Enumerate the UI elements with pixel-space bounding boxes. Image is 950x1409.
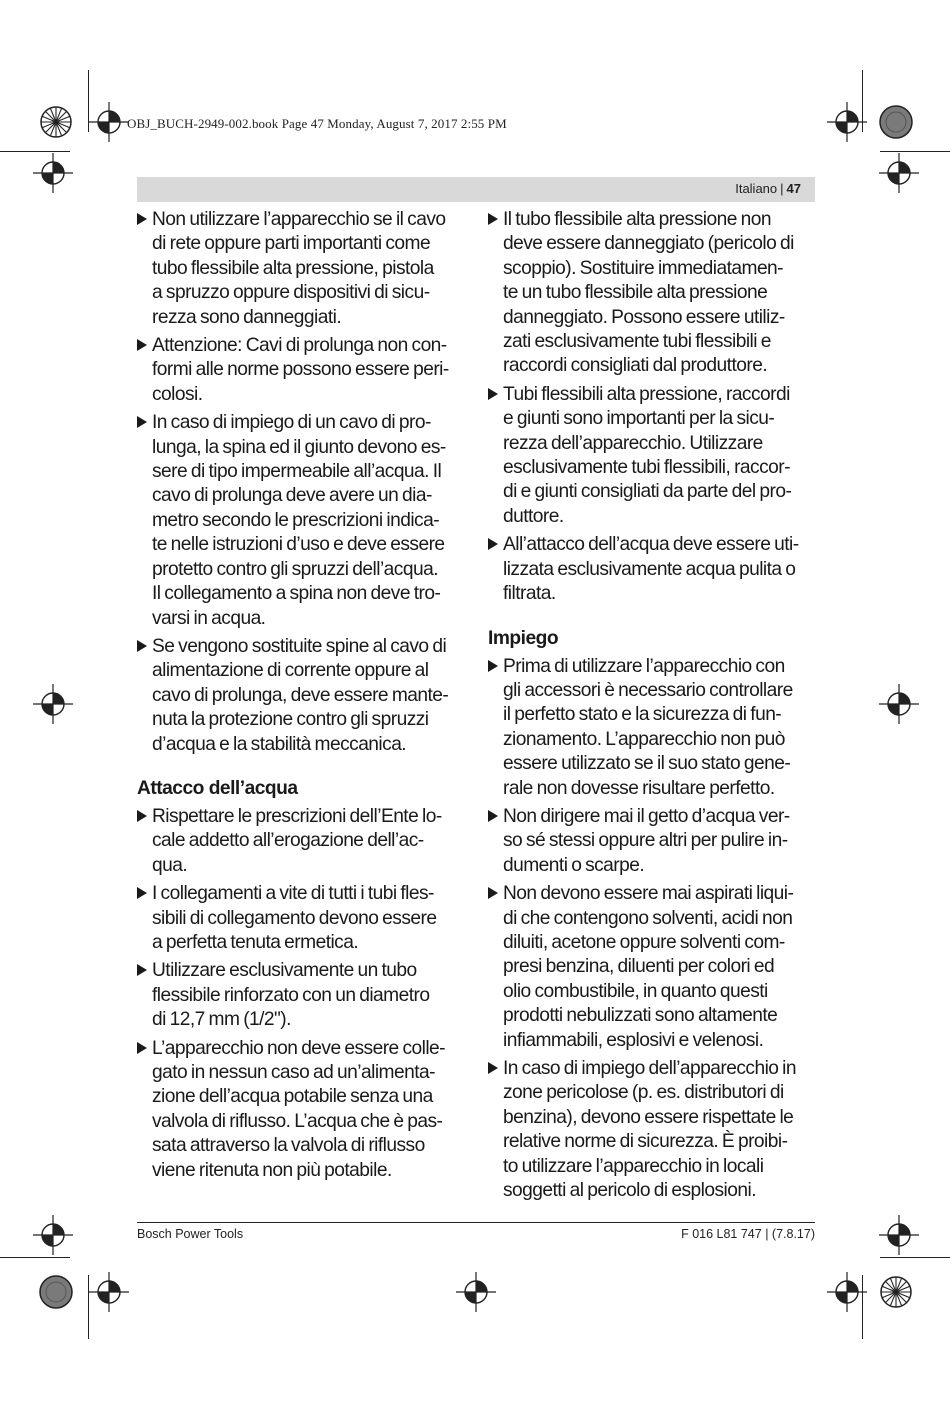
bullet-item (137, 805, 467, 878)
bullet-item (137, 882, 467, 955)
bullet-triangle-icon (488, 887, 498, 899)
bullet-item (488, 533, 818, 606)
text-line: relative norme di sicurezza. È proibi- (503, 1131, 788, 1153)
left-column (137, 208, 467, 1187)
text-line: Tubi flessibili alta pressione, raccordi (503, 383, 790, 405)
text-line: raccordi consigliati dal produttore. (503, 355, 768, 377)
text-line: zionamento. L’apparecchio non può (503, 728, 785, 750)
text-line: e giunti sono importanti per la sicu- (503, 408, 775, 430)
section-name: Italiano (735, 181, 778, 196)
bullet-triangle-icon (488, 1062, 498, 1074)
section-heading-impiego: Impiego (488, 627, 559, 649)
text-line: Il collegamento a spina non deve tro- (152, 583, 441, 605)
text-line: rale non dovesse risultare perfetto. (503, 777, 775, 799)
bullet-item (137, 411, 467, 631)
text-line: gato in nessun caso ad un’alimenta- (152, 1062, 435, 1083)
text-line: scoppio). Sostituire immediatamen- (503, 257, 784, 279)
text-line: Il tubo flessibile alta pressione non (503, 209, 771, 230)
bullet-item (488, 1057, 818, 1203)
text-line: formi alle norme possono essere peri- (152, 359, 449, 381)
section-heading-attacco: Attacco dell’acqua (137, 777, 298, 799)
text-line: sata attraverso la valvola di riflusso (152, 1135, 425, 1157)
text-line: te un tubo flessibile alta pressione (503, 282, 768, 304)
header-separator: | (780, 181, 784, 196)
text-line: esclusivamente tubi flessibili, raccor- (503, 457, 790, 479)
text-line: prodotti nebulizzati sono altamente (503, 1005, 778, 1027)
text-line: di rete oppure parti importanti come (152, 233, 431, 255)
bullet-item (488, 882, 818, 1053)
registration-sunburst-icon (34, 100, 78, 144)
text-line: rezza dell’apparecchio. Utilizzare (503, 432, 763, 454)
text-line: I collegamenti a vite di tutti i tubi fles- (152, 883, 434, 905)
bullet-triangle-icon (488, 388, 498, 400)
text-line: alimentazione di corrente oppure al (152, 660, 429, 682)
text-line: essere utilizzato se il suo stato gene- (503, 753, 791, 775)
footer-doc-number: F 016 L81 747 | (7.8.17) (681, 1227, 815, 1241)
registration-crosshair-icon (87, 1270, 131, 1314)
text-line: a spruzzo oppure dispositivi di sicu- (152, 282, 430, 304)
registration-crosshair-icon (87, 100, 131, 144)
text-line: rezza sono danneggiati. (152, 306, 342, 328)
bullet-triangle-icon (488, 810, 498, 822)
text-line: te nelle istruzioni d’uso e deve essere (152, 534, 445, 556)
text-line: nuta la protezione contro gli spruzzi (152, 709, 429, 731)
text-line: cavo di prolunga deve avere un dia- (152, 485, 432, 507)
bullet-item (137, 959, 467, 1032)
text-line: In caso di impiego dell’apparecchio in (503, 1058, 797, 1079)
bullet-item (137, 208, 467, 330)
registration-crosshair-icon (877, 682, 921, 726)
text-line: gli accessori è necessario controllare (503, 679, 793, 701)
right-items-top (488, 208, 818, 607)
text-line: zione dell’acqua potabile senza una (152, 1086, 433, 1108)
text-line: benzina), devono essere rispettate le (503, 1106, 794, 1128)
text-line: flessibile rinforzato con un diametro (152, 984, 430, 1006)
text-line: olio combustibile, in quanto questi (503, 980, 768, 1002)
text-line: Rispettare le prescrizioni dell’Ente lo- (152, 805, 442, 827)
text-line: Non utilizzare l’apparecchio se il cavo (152, 209, 446, 230)
text-line: danneggiato. Possono essere utiliz- (503, 306, 785, 328)
registration-crosshair-icon (825, 1270, 869, 1314)
text-line: protetto contro gli spruzzi dell’acqua. (152, 558, 438, 580)
bullet-item (137, 334, 467, 407)
text-line: qua. (152, 854, 188, 876)
text-line: All’attacco dell’acqua deve essere uti- (503, 534, 799, 556)
bullet-triangle-icon (137, 416, 147, 428)
bullet-item (488, 383, 818, 529)
text-line: deve essere danneggiato (pericolo di (503, 233, 794, 255)
left-items-bottom (137, 805, 467, 1183)
bullet-item (488, 655, 818, 801)
text-line: L’apparecchio non deve essere colle- (152, 1037, 445, 1059)
text-line: a perfetta tenuta ermetica. (152, 931, 359, 953)
bullet-item (488, 208, 818, 379)
text-line: soggetti al pericolo di esplosioni. (503, 1180, 757, 1202)
bullet-item (488, 805, 818, 878)
registration-gray-disc-icon (874, 100, 918, 144)
book-header: OBJ_BUCH-2949-002.book Page 47 Monday, August 7, 2017 2:55 PM (127, 116, 507, 131)
crop-mark (880, 1257, 950, 1258)
footer-rule (137, 1222, 815, 1223)
text-line: In caso di impiego di un cavo di pro- (152, 412, 431, 434)
bullet-item (137, 1037, 467, 1183)
text-line: infiammabili, esplosivi e velenosi. (503, 1029, 764, 1051)
bullet-triangle-icon (488, 213, 498, 225)
registration-crosshair-icon (454, 1270, 498, 1314)
text-line: di 12,7 mm (1/2"). (152, 1009, 291, 1031)
text-line: presi benzina, diluenti per colori ed (503, 956, 775, 978)
bullet-triangle-icon (488, 538, 498, 550)
bullet-triangle-icon (137, 1042, 147, 1054)
text-line: filtrata. (503, 583, 556, 605)
text-line: diluiti, acetone oppure solventi com- (503, 931, 785, 953)
bullet-triangle-icon (137, 213, 147, 225)
right-items-bottom (488, 655, 818, 1204)
text-line: d’acqua e la stabilità meccanica. (152, 733, 407, 755)
bullet-triangle-icon (137, 964, 147, 976)
running-header-label (735, 181, 801, 196)
crop-mark (0, 1257, 70, 1258)
text-line: metro secondo le prescrizioni indica- (152, 509, 440, 531)
page-number: 47 (786, 181, 801, 196)
registration-gray-disc-icon (34, 1270, 78, 1314)
text-line: Utilizzare esclusivamente un tubo (152, 960, 417, 982)
footer-brand: Bosch Power Tools (137, 1227, 244, 1241)
text-line: lunga, la spina ed il giunto devono es- (152, 436, 446, 458)
text-line: duttore. (503, 505, 564, 527)
text-line: valvola di riflusso. L’acqua che è pas- (152, 1110, 443, 1132)
text-line: il perfetto stato e la sicurezza di fun- (503, 704, 782, 726)
bullet-triangle-icon (488, 660, 498, 672)
text-line: Prima di utilizzare l’apparecchio con (503, 655, 785, 677)
text-line: zati esclusivamente tubi flessibili e (503, 331, 771, 353)
text-line: sibili di collegamento devono essere (152, 907, 437, 929)
bullet-item (137, 635, 467, 757)
running-header-bar (137, 177, 815, 202)
left-items-top (137, 208, 467, 757)
bullet-triangle-icon (137, 810, 147, 822)
right-column (488, 208, 818, 1207)
text-line: di e giunti consigliati da parte del pro- (503, 481, 792, 503)
text-line: Attenzione: Cavi di prolunga non con- (152, 335, 447, 357)
text-line: zone pericolose (p. es. distributori di (503, 1082, 784, 1104)
text-line: to utilizzare l’apparecchio in locali (503, 1155, 764, 1177)
text-line: Non devono essere mai aspirati liqui- (503, 883, 794, 905)
text-line: cavo di prolunga, deve essere mante- (152, 684, 449, 706)
text-line: dumenti o scarpe. (503, 854, 645, 876)
bullet-triangle-icon (137, 640, 147, 652)
registration-crosshair-icon (877, 151, 921, 195)
text-line: tubo flessibile alta pressione, pistola (152, 257, 434, 279)
text-line: sere di tipo impermeabile all’acqua. Il (152, 461, 442, 483)
text-line: Non dirigere mai il getto d’acqua ver- (503, 805, 790, 827)
registration-crosshair-icon (877, 1213, 921, 1257)
text-line: varsi in acqua. (152, 607, 266, 629)
registration-sunburst-icon (874, 1270, 918, 1314)
text-line: so sé stessi oppure altri per pulire in- (503, 830, 788, 852)
registration-crosshair-icon (31, 682, 75, 726)
text-line: Se vengono sostituite spine al cavo di (152, 635, 447, 657)
registration-crosshair-icon (31, 151, 75, 195)
registration-crosshair-icon (31, 1213, 75, 1257)
text-line: viene ritenuta non più potabile. (152, 1159, 392, 1181)
bullet-triangle-icon (137, 339, 147, 351)
registration-crosshair-icon (825, 100, 869, 144)
bullet-triangle-icon (137, 887, 147, 899)
text-line: lizzata esclusivamente acqua pulita o (503, 558, 796, 580)
text-line: colosi. (152, 383, 203, 405)
text-line: di che contengono solventi, acidi non (503, 907, 793, 929)
text-line: cale addetto all’erogazione dell’ac- (152, 830, 424, 852)
